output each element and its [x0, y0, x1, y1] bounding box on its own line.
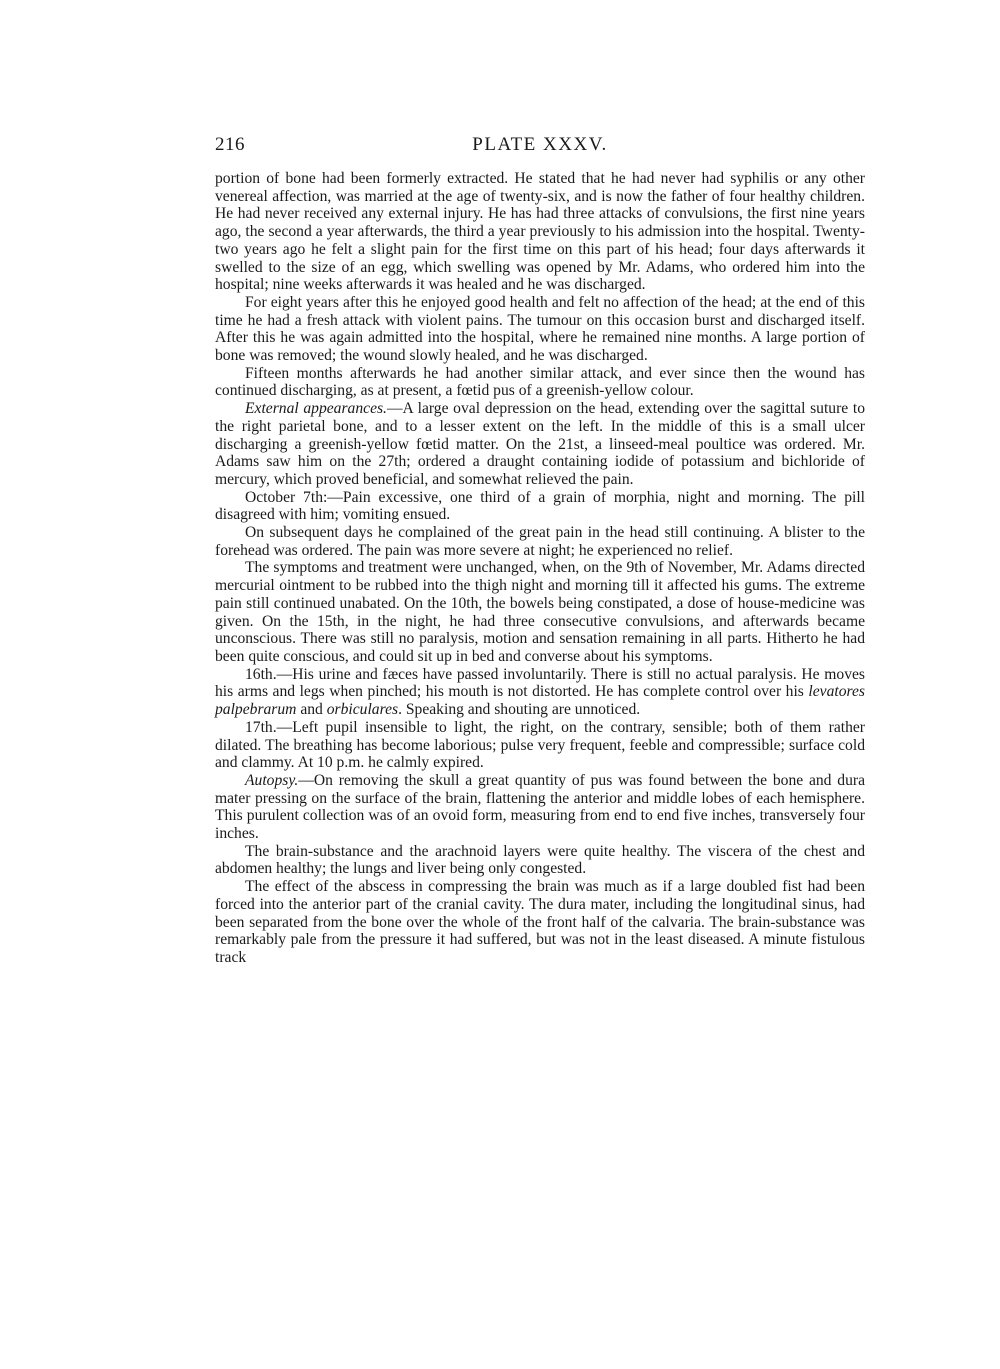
- paragraph-text: 16th.—His urine and fæces have passed involuntarily. There is still no actual paralysis. He moves his arms and legs when pinched; his mouth is not distorted. He has complete control over his: [215, 665, 865, 701]
- paragraph: [215, 524, 865, 559]
- paragraph-text: —On removing the skull a great quantity of pus was found between the bone and dura mater pressing on the surface of the brain, flattening the anterior and middle lobes of each hemisphere. This purulent collection was of an ovoid form, measuring from end to end five inches, transversely four inches.: [215, 771, 865, 843]
- muscle-name: orbiculares: [326, 701, 399, 719]
- running-head: [215, 134, 865, 158]
- paragraph-text: . Speaking and shouting are unnoticed.: [398, 701, 641, 719]
- paragraph-text: October 7th:—Pain excessive, one third of a grain of morphia, night and morning. The pill disagreed with him; vomiting ensued.: [215, 488, 865, 524]
- section-lead: Autopsy.: [245, 771, 299, 789]
- plate-title: PLATE XXXV.: [472, 134, 608, 155]
- muscle-name: levatores palpebrarum: [215, 683, 865, 719]
- paragraph-text: The effect of the abscess in compressing the brain was much as if a large doubled fist had been forced into the anterior part of the cranial cavity. The dura mater, including the longitudinal sinus, had been separated from the bone over the whole of the front half of the calvaria. The brain-substance was remarkably pale from the pressure it had suffered, but was not in the least diseased. A minute fistulous track: [215, 878, 865, 966]
- paragraph: [215, 666, 865, 719]
- paragraph: [215, 365, 865, 400]
- paragraph: [215, 489, 865, 524]
- paragraph: [215, 843, 865, 878]
- paragraph-text: 17th.—Left pupil insensible to light, the right, on the contrary, sensible; both of them rather dilated. The breathing has become laborious; pulse very frequent, feeble and compressible; surface cold and clammy. At 10 p.m. he calmly expired.: [215, 718, 865, 772]
- paragraph: [215, 719, 865, 772]
- paragraph: [215, 170, 865, 294]
- paragraph-text: For eight years after this he enjoyed good health and felt no affection of the head; at the end of this time he had a fresh attack with violent pains. The tumour on this occasion burst and discharged itself. After this he was again admitted into the hospital, where he remained nine months. A large portion of bone was removed; the wound slowly healed, and he was discharged.: [215, 293, 865, 365]
- paragraph-text: and: [296, 701, 327, 719]
- paragraph-text: portion of bone had been formerly extracted. He stated that he had never had syphilis or any other venereal affection, was married at the age of twenty-six, and is now the father of four healthy children. He had never received any external injury. He has had three attacks of convulsions, the first nine years ago, the second a year afterwards, the third a year previously to his admission into the hospital. Twenty-two years ago he felt a slight pain for the first time on this part of his head; four days afterwards it swelled to the size of an egg, which swelling was opened by Mr. Adams, who ordered him into the hospital; nine weeks afterwards it was healed and he was discharged.: [215, 170, 865, 294]
- paragraph: [215, 878, 865, 967]
- body-text: [215, 170, 865, 967]
- paragraph-text: Fifteen months afterwards he had another similar attack, and ever since then the wound has continued discharging, as at present, a fœtid pus of a greenish-yellow colour.: [215, 364, 865, 400]
- page-number: 216: [215, 134, 245, 155]
- paragraph-text: On subsequent days he complained of the great pain in the head still continuing. A blister to the forehead was ordered. The pain was more severe at night; he experienced no relief.: [215, 524, 865, 559]
- paragraph-text: The symptoms and treatment were unchanged, when, on the 9th of November, Mr. Adams directed mercurial ointment to be rubbed into the thigh night and morning till it affected his gums. The extreme pain still continued unabated. On the 10th, the bowels being constipated, a dose of house-medicine was given. On the 15th, in the night, he had three consecutive convulsions, and afterwards became unconscious. There was still no paralysis, motion and sensation remaining in all parts. Hitherto he had been quite conscious, and could sit up in bed and converse about his symptoms.: [215, 559, 865, 665]
- paragraph-text: The brain-substance and the arachnoid layers were quite healthy. The viscera of the chest and abdomen healthy; the lungs and liver being only congested.: [215, 842, 865, 878]
- paragraph: [215, 772, 865, 843]
- paragraph: [215, 559, 865, 665]
- paragraph: [215, 294, 865, 365]
- section-lead: External appearances.: [245, 400, 387, 418]
- paragraph: [215, 400, 865, 489]
- paragraph-text: —A large oval depression on the head, extending over the sagittal suture to the right parietal bone, and to a lesser extent on the left. In the middle of this is a small ulcer discharging a greenish-yellow fœtid matter. On the 21st, a linseed-meal poultice was ordered. Mr. Adams saw him on the 27th; ordered a draught containing iodide of potassium and bichloride of mercury, which proved beneficial, and somewhat relieved the pain.: [215, 400, 865, 488]
